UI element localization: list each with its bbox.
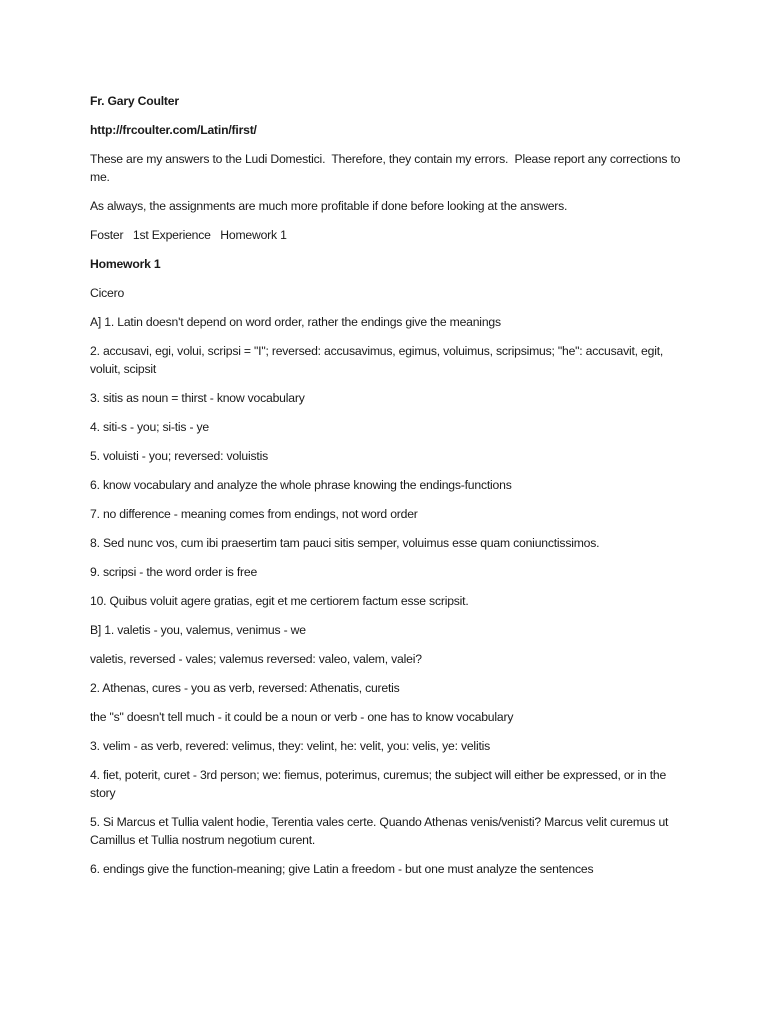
intro-text: These are my answers to the Ludi Domestici. Therefore, they contain my errors. Please report any corrections to me. bbox=[90, 152, 684, 184]
answer-paragraph: 3. sitis as noun = thirst - know vocabulary bbox=[90, 391, 305, 405]
section-heading: Homework 1 bbox=[90, 257, 161, 271]
answer-paragraph: 10. Quibus voluit agere gratias, egit et me certiorem factum esse scripsit. bbox=[90, 594, 469, 608]
answer-paragraph: 2. Athenas, cures - you as verb, reversed: Athenatis, curetis bbox=[90, 681, 400, 695]
answer-paragraph: valetis, reversed - vales; valemus reversed: valeo, valem, valei? bbox=[90, 652, 422, 666]
answer-paragraph: 5. Si Marcus et Tullia valent hodie, Terentia vales certe. Quando Athenas venis/venisti? Marcus velit curemus ut Camillus et Tullia nostrum negotium curent. bbox=[90, 815, 672, 847]
answer-paragraph: 6. know vocabulary and analyze the whole phrase knowing the endings-functions bbox=[90, 478, 512, 492]
document-content bbox=[90, 92, 690, 889]
author-name: Fr. Gary Coulter bbox=[90, 94, 179, 108]
answer-paragraph: A] 1. Latin doesn't depend on word order, rather the endings give the meanings bbox=[90, 315, 501, 329]
answer-paragraph: 7. no difference - meaning comes from endings, not word order bbox=[90, 507, 418, 521]
answer-paragraph: 2. accusavi, egi, volui, scripsi = "I"; reversed: accusavimus, egimus, voluimus, scripsimus; "he": accusavit, egit, voluit, scipsit bbox=[90, 344, 667, 376]
course-line: Foster 1st Experience Homework 1 bbox=[90, 228, 287, 242]
answer-paragraph: 9. scripsi - the word order is free bbox=[90, 565, 258, 579]
source-url: http://frcoulter.com/Latin/first/ bbox=[90, 123, 257, 137]
answer-paragraph: 8. Sed nunc vos, cum ibi praesertim tam pauci sitis semper, voluimus esse quam coniunctissimos. bbox=[90, 536, 600, 550]
answer-paragraph: 5. voluisti - you; reversed: voluistis bbox=[90, 449, 268, 463]
subheading: Cicero bbox=[90, 286, 125, 300]
answer-paragraph: 3. velim - as verb, revered: velimus, they: velint, he: velit, you: velis, ye: velitis bbox=[90, 739, 491, 753]
answer-paragraph: B] 1. valetis - you, valemus, venimus - we bbox=[90, 623, 306, 637]
answer-paragraph: the "s" doesn't tell much - it could be a noun or verb - one has to know vocabulary bbox=[90, 710, 514, 724]
answer-paragraph: 6. endings give the function-meaning; give Latin a freedom - but one must analyze the sentences bbox=[90, 862, 594, 876]
answer-paragraph: 4. siti-s - you; si-tis - ye bbox=[90, 420, 210, 434]
answer-paragraph: 4. fiet, poterit, curet - 3rd person; we: fiemus, poterimus, curemus; the subject will either be expressed, or in the story bbox=[90, 768, 670, 800]
advice-text: As always, the assignments are much more profitable if done before looking at the answers. bbox=[90, 199, 568, 213]
